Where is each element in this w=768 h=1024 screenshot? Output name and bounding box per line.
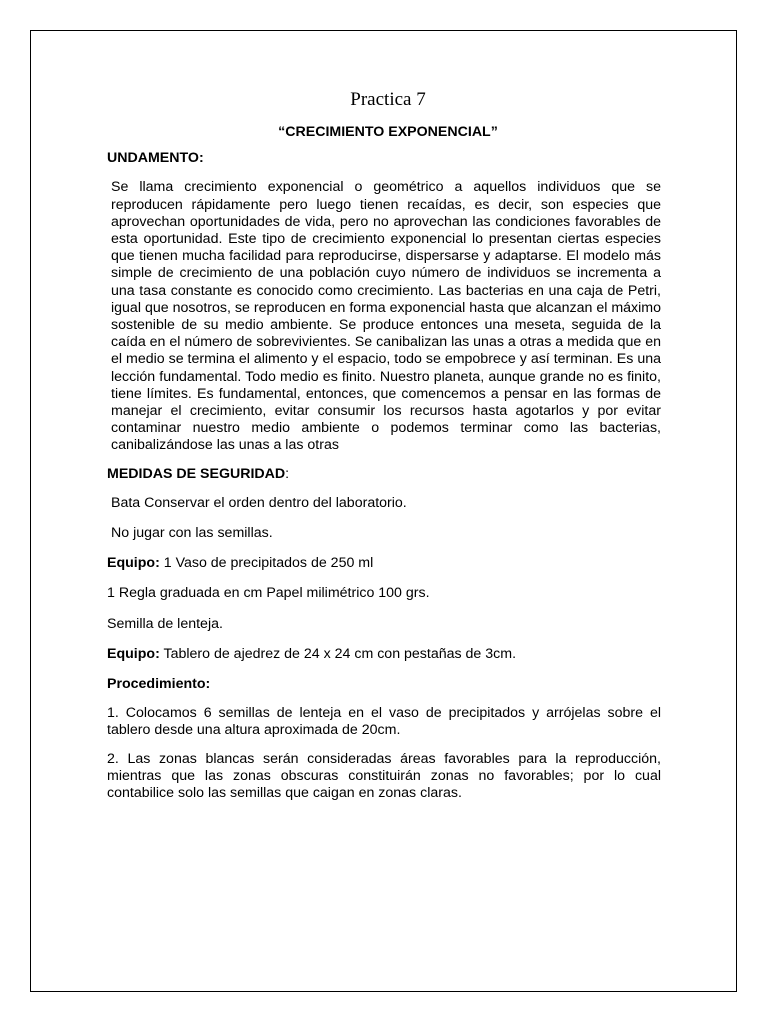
equipo-line-1 <box>107 555 661 572</box>
fundamento-heading: UNDAMENTO: <box>107 150 204 167</box>
document-content <box>107 88 661 813</box>
seguridad-heading-colon: : <box>285 465 290 482</box>
seguridad-heading-text: MEDIDAS DE SEGURIDAD <box>107 465 286 482</box>
procedimiento-step: 2. Las zonas blancas serán consideradas áreas favorables para la reproducción, mientras que las zonas obscuras constituirán zonas no favorables; por lo cual contabilice solo las semillas que caigan en zonas claras. <box>107 750 661 802</box>
equipo-label: Equipo: <box>107 555 160 572</box>
material-line: 1 Regla graduada en cm Papel milimétrico 100 grs. <box>107 585 430 602</box>
equipo-text: 1 Vaso de precipitados de 250 ml <box>159 555 374 572</box>
document-title: Practica 7 <box>350 89 426 110</box>
seguridad-item: No jugar con las semillas. <box>111 525 273 542</box>
equipo-line-2 <box>107 646 661 663</box>
fundamento-paragraph: Se llama crecimiento exponencial o geométrico a aquellos individuos que se reproducen rápidamente pero luego tienen recaídas, es decir, son especies que aprovechan oportunidades de vida, pero no aprovechan las condiciones favorables de esta oportunidad. Este tipo de crecimiento exponencial lo presentan ciertas especies que tienen mucha facilidad para reproducirse, dispersarse y adaptarse. El modelo más simple de crecimiento de una población cuyo número de individuos se incrementa a una tasa constante es conocido como crecimiento. Las bacterias en una caja de Petri, igual que nosotros, se reproducen en forma exponencial hasta que alcanzan el máximo sostenible de su medio ambiente. Se produce entonces una meseta, seguida de la caída en el número de sobrevivientes. Se canibalizan las unas a otras a medida que en el medio se termina el alimento y el espacio, todo se empobrece y así terminan. Es una lección fundamental. Todo medio es finito. Nuestro planeta, aunque grande no es finito, tiene límites. Es fundamental, entonces, que comencemos a pensar en las formas de manejar el crecimiento, evitar consumir los recursos hasta agotarlos y por evitar contaminar nuestro medio ambiente o podemos terminar como las bacterias, canibalizándose las unas a las otras <box>111 179 661 454</box>
seguridad-heading <box>107 466 661 483</box>
equipo-label: Equipo: <box>107 645 160 662</box>
equipo-text: Tablero de ajedrez de 24 x 24 cm con pestañas de 3cm. <box>159 645 517 662</box>
procedimiento-step: 1. Colocamos 6 semillas de lenteja en el vaso de precipitados y arrójelas sobre el tablero desde una altura aproximada de 20cm. <box>107 705 661 739</box>
material-line: Semilla de lenteja. <box>107 615 223 632</box>
seguridad-item: Bata Conservar el orden dentro del laboratorio. <box>111 494 407 511</box>
document-subtitle: “CRECIMIENTO EXPONENCIAL” <box>278 124 498 140</box>
procedimiento-heading: Procedimiento: <box>107 676 211 693</box>
